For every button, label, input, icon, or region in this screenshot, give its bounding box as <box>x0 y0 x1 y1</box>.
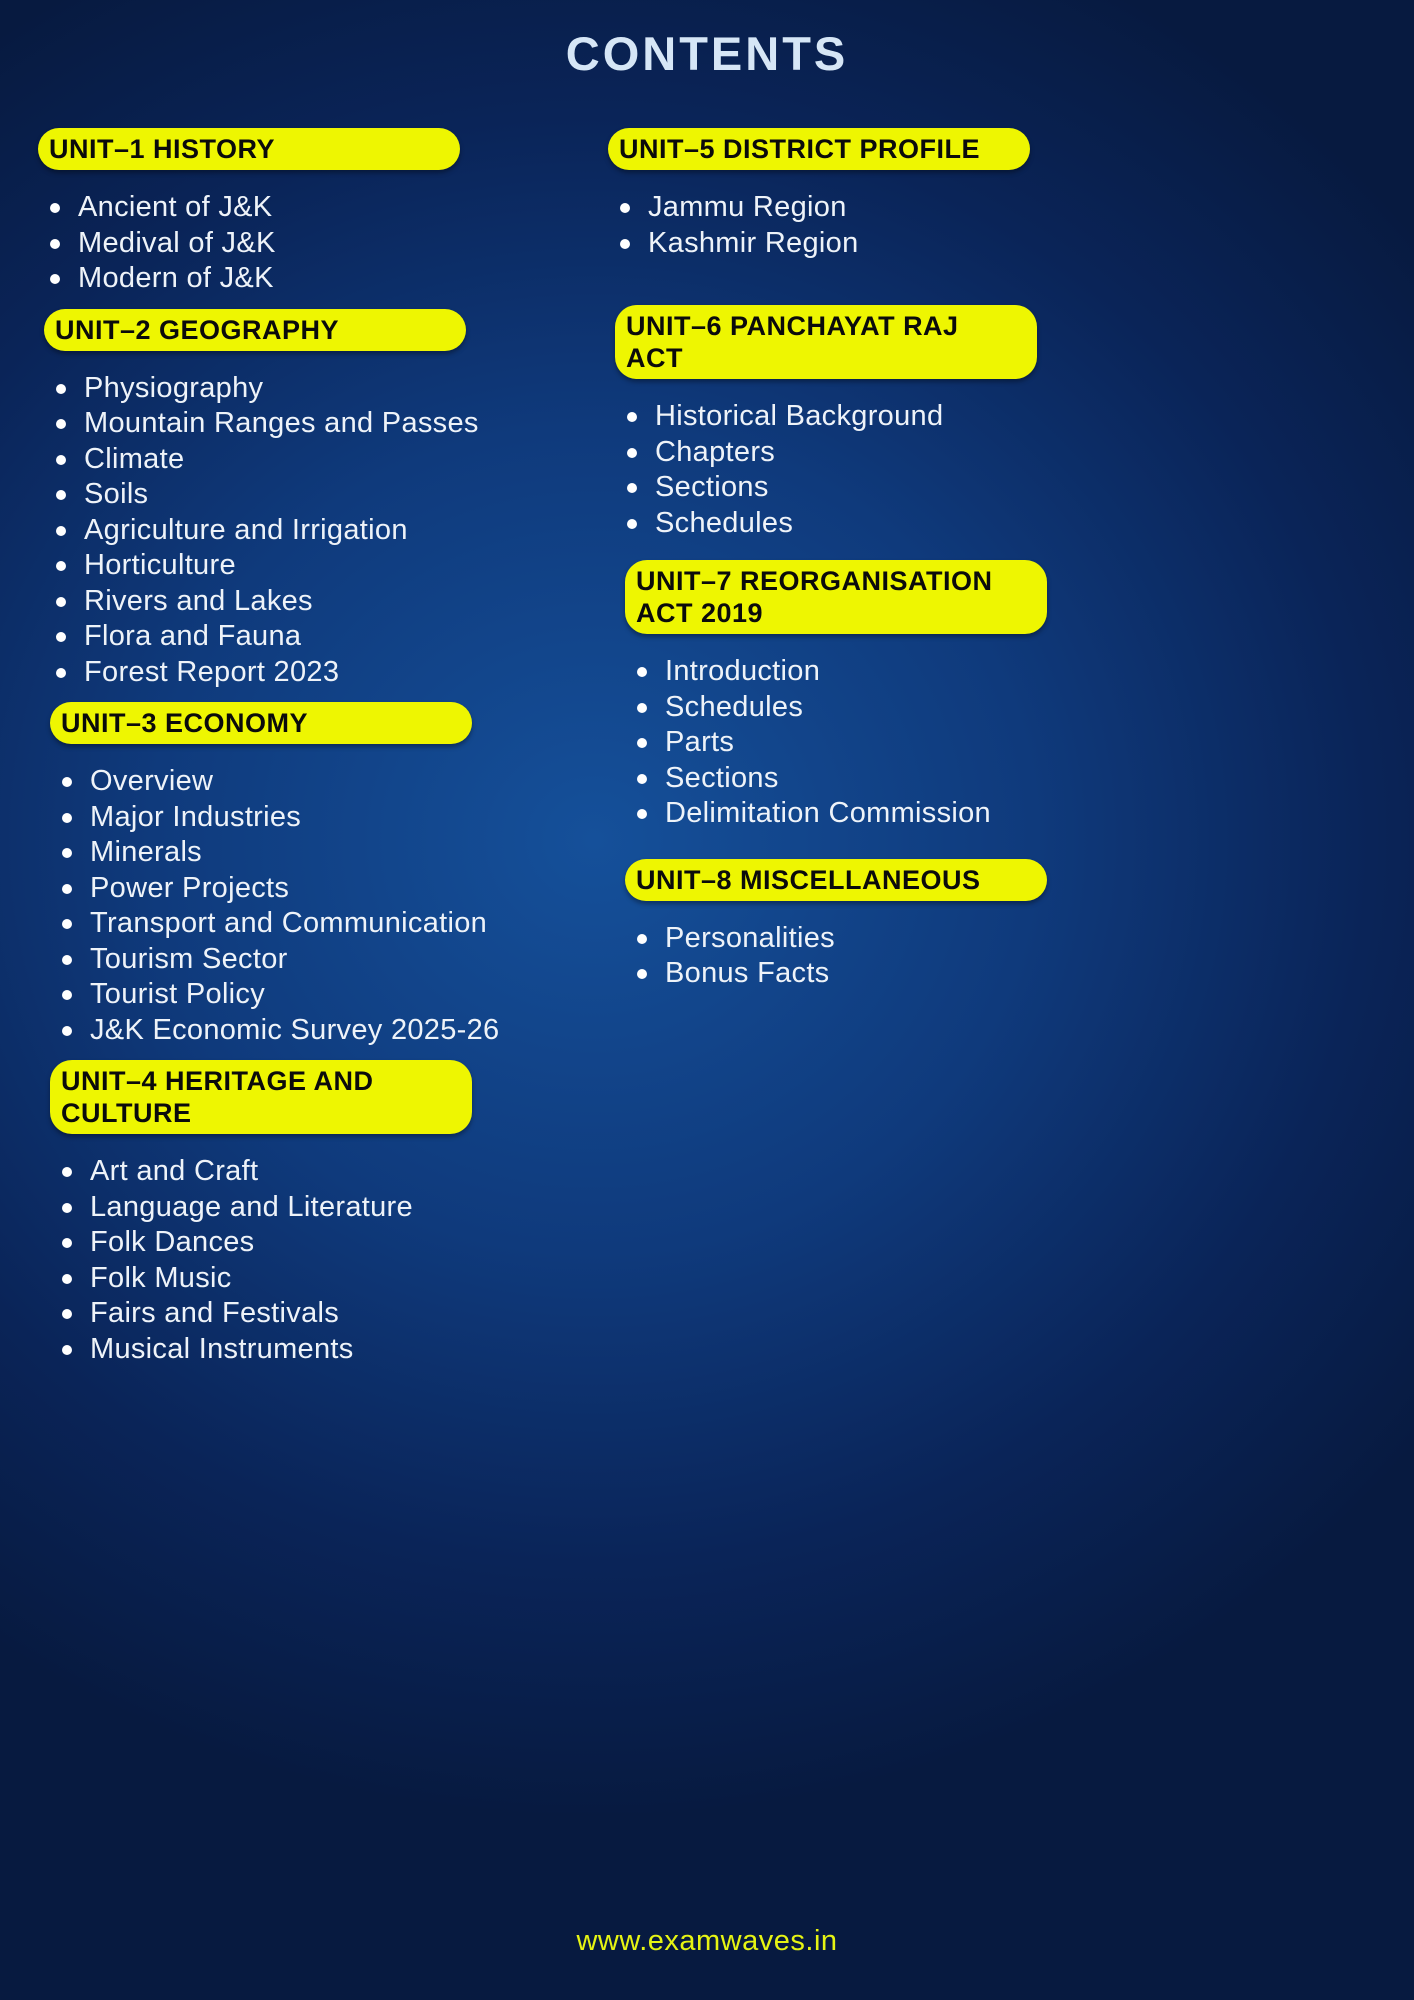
unit-header-pill: UNIT–6 PANCHAYAT RAJ ACT <box>615 305 1037 379</box>
topic-item: Power Projects <box>59 871 608 907</box>
topic-item: Soils <box>53 477 608 513</box>
topic-item: Jammu Region <box>617 190 1394 226</box>
topic-item: Schedules <box>634 690 1394 726</box>
topic-list <box>625 654 1394 832</box>
unit-header-pill: UNIT–3 ECONOMY <box>50 702 472 744</box>
unit-section <box>625 560 1394 832</box>
unit-section <box>615 305 1394 541</box>
topic-item: Language and Literature <box>59 1190 608 1226</box>
topic-item: Sections <box>624 470 1394 506</box>
topic-item: Folk Dances <box>59 1225 608 1261</box>
topic-list <box>38 190 608 297</box>
topic-item: Tourism Sector <box>59 942 608 978</box>
topic-list <box>50 1154 608 1367</box>
unit-header-pill: UNIT–1 HISTORY <box>38 128 460 170</box>
topic-item: Art and Craft <box>59 1154 608 1190</box>
topic-item: Major Industries <box>59 800 608 836</box>
topic-list <box>608 190 1394 261</box>
topic-item: Physiography <box>53 371 608 407</box>
topic-item: Transport and Communication <box>59 906 608 942</box>
topic-item: Parts <box>634 725 1394 761</box>
topic-item: Sections <box>634 761 1394 797</box>
topic-item: Medival of J&K <box>47 226 608 262</box>
topic-item: Bonus Facts <box>634 956 1394 992</box>
topic-item: Delimitation Commission <box>634 796 1394 832</box>
topic-item: Rivers and Lakes <box>53 584 608 620</box>
left-column <box>38 128 608 1379</box>
topic-item: Minerals <box>59 835 608 871</box>
topic-item: Climate <box>53 442 608 478</box>
unit-section <box>50 1060 608 1367</box>
topic-item: Agriculture and Irrigation <box>53 513 608 549</box>
topic-list <box>44 371 608 691</box>
topic-item: Mountain Ranges and Passes <box>53 406 608 442</box>
unit-header-pill: UNIT–7 REORGANISATION ACT 2019 <box>625 560 1047 634</box>
footer <box>0 1925 1414 1958</box>
topic-list <box>625 921 1394 992</box>
website-link[interactable]: www.examwaves.in <box>576 1925 838 1957</box>
unit-header-pill: UNIT–5 DISTRICT PROFILE <box>608 128 1030 170</box>
topic-list <box>615 399 1394 541</box>
topic-item: Folk Music <box>59 1261 608 1297</box>
unit-section <box>44 309 608 691</box>
unit-header-pill: UNIT–2 GEOGRAPHY <box>44 309 466 351</box>
contents-columns <box>0 81 1414 1379</box>
topic-item: Schedules <box>624 506 1394 542</box>
topic-item: Overview <box>59 764 608 800</box>
topic-item: Personalities <box>634 921 1394 957</box>
topic-item: Introduction <box>634 654 1394 690</box>
topic-item: Kashmir Region <box>617 226 1394 262</box>
topic-item: Fairs and Festivals <box>59 1296 608 1332</box>
topic-list <box>50 764 608 1048</box>
unit-header-pill: UNIT–4 HERITAGE AND CULTURE <box>50 1060 472 1134</box>
topic-item: Historical Background <box>624 399 1394 435</box>
topic-item: Ancient of J&K <box>47 190 608 226</box>
unit-section <box>50 702 608 1048</box>
topic-item: Musical Instruments <box>59 1332 608 1368</box>
topic-item: Chapters <box>624 435 1394 471</box>
topic-item: Forest Report 2023 <box>53 655 608 691</box>
unit-section <box>38 128 608 297</box>
right-column <box>608 128 1394 1022</box>
unit-section <box>608 128 1394 261</box>
unit-section <box>625 859 1394 992</box>
topic-item: J&K Economic Survey 2025-26 <box>59 1013 608 1049</box>
page-title: CONTENTS <box>565 27 849 80</box>
topic-item: Modern of J&K <box>47 261 608 297</box>
topic-item: Flora and Fauna <box>53 619 608 655</box>
topic-item: Horticulture <box>53 548 608 584</box>
topic-item: Tourist Policy <box>59 977 608 1013</box>
unit-header-pill: UNIT–8 MISCELLANEOUS <box>625 859 1047 901</box>
